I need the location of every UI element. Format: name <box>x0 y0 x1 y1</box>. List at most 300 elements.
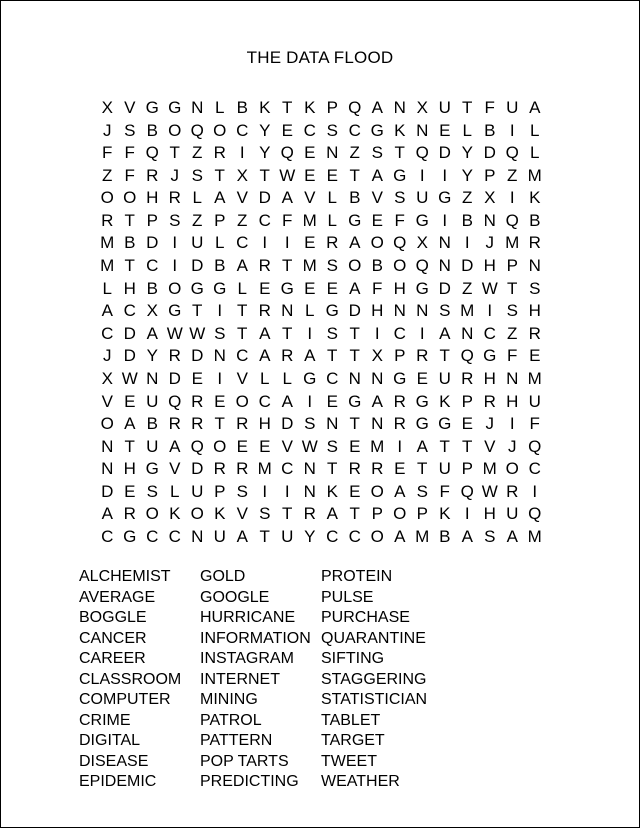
grid-cell[interactable]: F <box>439 481 450 501</box>
grid-cell[interactable]: D <box>101 481 114 501</box>
grid-cell[interactable]: C <box>236 233 249 253</box>
grid-cell[interactable]: G <box>415 278 429 298</box>
grid-cell[interactable]: C <box>258 210 271 230</box>
grid-cell[interactable]: W <box>189 323 206 343</box>
grid-cell[interactable]: N <box>461 323 474 343</box>
grid-cell[interactable]: I <box>217 368 223 388</box>
grid-cell[interactable]: A <box>439 323 451 343</box>
grid-cell[interactable]: E <box>236 436 248 456</box>
grid-cell[interactable]: I <box>262 481 268 501</box>
grid-cell[interactable]: M <box>527 368 542 388</box>
grid-cell[interactable]: N <box>371 368 384 388</box>
grid-cell[interactable]: O <box>505 459 519 479</box>
grid-cell[interactable]: L <box>215 233 225 253</box>
grid-cell[interactable]: R <box>191 391 204 411</box>
grid-cell[interactable]: O <box>190 504 204 524</box>
grid-cell[interactable]: N <box>303 481 316 501</box>
grid-cell[interactable]: N <box>326 414 339 434</box>
grid-cell[interactable]: L <box>327 210 337 230</box>
grid-cell[interactable]: B <box>124 233 136 253</box>
grid-cell[interactable]: O <box>123 188 137 208</box>
grid-cell[interactable]: W <box>166 323 183 343</box>
grid-cell[interactable]: L <box>530 143 540 163</box>
grid-cell[interactable]: M <box>527 165 542 185</box>
grid-cell[interactable]: H <box>528 301 541 321</box>
grid-cell[interactable]: D <box>258 188 271 208</box>
grid-cell[interactable]: T <box>259 165 270 185</box>
grid-cell[interactable]: S <box>529 278 541 298</box>
grid-cell[interactable]: Q <box>168 391 182 411</box>
grid-cell[interactable]: X <box>101 98 113 117</box>
grid-cell[interactable]: K <box>259 98 271 117</box>
grid-cell[interactable]: E <box>124 481 136 501</box>
grid-cell[interactable]: P <box>146 210 158 230</box>
grid-cell[interactable]: A <box>394 526 406 546</box>
grid-cell[interactable]: Q <box>415 256 429 276</box>
grid-cell[interactable]: Q <box>190 436 204 456</box>
grid-cell[interactable]: B <box>349 188 361 208</box>
grid-cell[interactable]: F <box>529 414 540 434</box>
grid-cell[interactable]: Y <box>304 526 316 546</box>
grid-cell[interactable]: Z <box>192 143 203 163</box>
grid-cell[interactable]: A <box>281 391 293 411</box>
grid-cell[interactable]: R <box>528 323 541 343</box>
grid-cell[interactable]: G <box>370 120 384 140</box>
grid-cell[interactable]: I <box>307 323 313 343</box>
grid-cell[interactable]: P <box>484 165 496 185</box>
grid-cell[interactable]: R <box>191 414 204 434</box>
grid-cell[interactable]: L <box>170 481 180 501</box>
grid-cell[interactable]: O <box>213 436 227 456</box>
grid-cell[interactable]: S <box>394 188 406 208</box>
grid-cell[interactable]: D <box>123 346 136 366</box>
grid-cell[interactable]: N <box>326 143 339 163</box>
grid-cell[interactable]: A <box>146 323 158 343</box>
grid-cell[interactable]: Q <box>528 504 542 524</box>
grid-cell[interactable]: M <box>482 459 497 479</box>
grid-cell[interactable]: O <box>393 504 407 524</box>
grid-cell[interactable]: O <box>370 233 384 253</box>
grid-cell[interactable]: V <box>236 504 248 524</box>
grid-cell[interactable]: B <box>214 256 226 276</box>
grid-cell[interactable]: I <box>262 233 268 253</box>
grid-cell[interactable]: K <box>304 98 316 117</box>
grid-cell[interactable]: U <box>438 368 451 388</box>
grid-cell[interactable]: G <box>393 165 407 185</box>
grid-cell[interactable]: N <box>506 368 519 388</box>
grid-cell[interactable]: X <box>146 301 158 321</box>
grid-cell[interactable]: P <box>214 210 226 230</box>
grid-cell[interactable]: A <box>371 98 383 117</box>
grid-cell[interactable]: W <box>121 368 138 388</box>
grid-cell[interactable]: F <box>394 210 405 230</box>
grid-cell[interactable]: D <box>123 323 136 343</box>
grid-cell[interactable]: D <box>438 278 451 298</box>
grid-cell[interactable]: E <box>259 436 271 456</box>
grid-cell[interactable]: C <box>123 301 136 321</box>
grid-cell[interactable]: I <box>419 323 425 343</box>
grid-cell[interactable]: C <box>281 459 294 479</box>
grid-cell[interactable]: D <box>191 459 204 479</box>
grid-cell[interactable]: Y <box>146 346 158 366</box>
grid-cell[interactable]: T <box>237 301 248 321</box>
grid-cell[interactable]: O <box>235 391 249 411</box>
grid-cell[interactable]: J <box>485 233 494 253</box>
grid-cell[interactable]: U <box>146 391 159 411</box>
grid-cell[interactable]: L <box>462 120 472 140</box>
grid-cell[interactable]: Z <box>349 143 360 163</box>
grid-cell[interactable]: O <box>100 414 114 434</box>
grid-cell[interactable]: U <box>438 459 451 479</box>
grid-cell[interactable]: J <box>508 436 517 456</box>
grid-cell[interactable]: A <box>326 504 338 524</box>
grid-cell[interactable]: G <box>415 210 429 230</box>
grid-cell[interactable]: Q <box>190 120 204 140</box>
grid-cell[interactable]: N <box>101 459 114 479</box>
grid-cell[interactable]: R <box>461 368 474 388</box>
grid-cell[interactable]: G <box>168 98 182 117</box>
grid-cell[interactable]: U <box>191 233 204 253</box>
grid-cell[interactable]: D <box>461 256 474 276</box>
grid-cell[interactable]: Z <box>462 278 473 298</box>
grid-cell[interactable]: T <box>349 414 360 434</box>
grid-cell[interactable]: I <box>487 301 493 321</box>
grid-cell[interactable]: E <box>326 391 338 411</box>
grid-cell[interactable]: R <box>213 459 226 479</box>
grid-cell[interactable]: L <box>192 188 202 208</box>
grid-cell[interactable]: Y <box>461 143 473 163</box>
grid-cell[interactable]: E <box>191 368 203 388</box>
grid-cell[interactable]: U <box>191 481 204 501</box>
grid-cell[interactable]: O <box>393 256 407 276</box>
grid-cell[interactable]: P <box>394 346 406 366</box>
grid-cell[interactable]: Q <box>505 143 519 163</box>
grid-cell[interactable]: G <box>303 368 317 388</box>
grid-cell[interactable]: Z <box>507 323 518 343</box>
grid-cell[interactable]: G <box>325 301 339 321</box>
grid-cell[interactable]: D <box>483 143 496 163</box>
grid-cell[interactable]: I <box>172 256 178 276</box>
grid-cell[interactable]: G <box>168 301 182 321</box>
grid-cell[interactable]: P <box>326 98 338 117</box>
grid-cell[interactable]: I <box>374 323 380 343</box>
grid-cell[interactable]: N <box>371 414 384 434</box>
grid-cell[interactable]: N <box>393 98 406 117</box>
grid-cell[interactable]: X <box>101 368 113 388</box>
grid-cell[interactable]: C <box>528 459 541 479</box>
grid-cell[interactable]: Q <box>505 210 519 230</box>
grid-cell[interactable]: C <box>101 323 114 343</box>
grid-cell[interactable]: R <box>236 459 249 479</box>
grid-cell[interactable]: O <box>168 120 182 140</box>
grid-cell[interactable]: D <box>191 256 204 276</box>
grid-cell[interactable]: S <box>259 504 271 524</box>
grid-cell[interactable]: E <box>371 210 383 230</box>
grid-cell[interactable]: B <box>146 278 158 298</box>
grid-cell[interactable]: O <box>370 481 384 501</box>
grid-cell[interactable]: E <box>304 278 316 298</box>
grid-cell[interactable]: H <box>483 256 496 276</box>
grid-cell[interactable]: M <box>100 233 115 253</box>
grid-cell[interactable]: V <box>124 98 136 117</box>
grid-cell[interactable]: G <box>348 210 362 230</box>
grid-cell[interactable]: C <box>303 120 316 140</box>
grid-cell[interactable]: R <box>236 414 249 434</box>
grid-cell[interactable]: I <box>509 414 515 434</box>
grid-cell[interactable]: S <box>124 120 136 140</box>
grid-cell[interactable]: G <box>415 414 429 434</box>
grid-cell[interactable]: Y <box>461 165 473 185</box>
grid-cell[interactable]: H <box>146 188 159 208</box>
grid-cell[interactable]: N <box>213 346 226 366</box>
grid-cell[interactable]: I <box>464 233 470 253</box>
grid-cell[interactable]: O <box>348 256 362 276</box>
grid-cell[interactable]: Z <box>102 165 113 185</box>
grid-cell[interactable]: V <box>304 188 316 208</box>
grid-cell[interactable]: J <box>103 346 112 366</box>
grid-cell[interactable]: T <box>124 436 135 456</box>
grid-cell[interactable]: U <box>213 526 226 546</box>
grid-cell[interactable]: A <box>101 301 113 321</box>
grid-cell[interactable]: B <box>236 98 248 117</box>
grid-cell[interactable]: A <box>416 436 428 456</box>
grid-cell[interactable]: I <box>509 188 515 208</box>
grid-cell[interactable]: T <box>192 301 203 321</box>
grid-cell[interactable]: E <box>304 143 316 163</box>
grid-cell[interactable]: E <box>529 346 541 366</box>
grid-cell[interactable]: A <box>124 414 136 434</box>
grid-cell[interactable]: N <box>393 301 406 321</box>
grid-cell[interactable]: N <box>303 459 316 479</box>
grid-cell[interactable]: H <box>393 278 406 298</box>
grid-cell[interactable]: V <box>101 391 113 411</box>
grid-cell[interactable]: A <box>169 436 181 456</box>
grid-cell[interactable]: T <box>439 346 450 366</box>
grid-cell[interactable]: U <box>416 188 429 208</box>
grid-cell[interactable]: W <box>301 436 318 456</box>
grid-cell[interactable]: F <box>372 278 383 298</box>
grid-cell[interactable]: A <box>304 346 316 366</box>
grid-cell[interactable]: B <box>461 210 473 230</box>
grid-cell[interactable]: R <box>123 504 136 524</box>
grid-cell[interactable]: H <box>123 278 136 298</box>
grid-cell[interactable]: E <box>394 459 406 479</box>
grid-cell[interactable]: L <box>327 188 337 208</box>
grid-cell[interactable]: B <box>529 210 541 230</box>
grid-cell[interactable]: M <box>257 459 272 479</box>
grid-cell[interactable]: K <box>394 120 406 140</box>
grid-cell[interactable]: P <box>371 504 383 524</box>
grid-cell[interactable]: L <box>237 278 247 298</box>
grid-cell[interactable]: L <box>260 368 270 388</box>
grid-cell[interactable]: A <box>529 98 541 117</box>
grid-cell[interactable]: T <box>214 414 225 434</box>
grid-cell[interactable]: M <box>302 256 317 276</box>
grid-cell[interactable]: X <box>416 98 428 117</box>
grid-cell[interactable]: Z <box>507 165 518 185</box>
grid-cell[interactable]: B <box>146 414 158 434</box>
grid-cell[interactable]: G <box>438 188 452 208</box>
grid-cell[interactable]: I <box>532 481 538 501</box>
grid-cell[interactable]: J <box>103 120 112 140</box>
grid-cell[interactable]: R <box>146 165 159 185</box>
grid-cell[interactable]: P <box>461 391 473 411</box>
grid-cell[interactable]: H <box>123 459 136 479</box>
grid-cell[interactable]: Q <box>460 346 474 366</box>
grid-cell[interactable]: O <box>168 278 182 298</box>
grid-cell[interactable]: N <box>483 210 496 230</box>
grid-cell[interactable]: B <box>439 526 451 546</box>
grid-cell[interactable]: Q <box>460 481 474 501</box>
grid-cell[interactable]: I <box>284 233 290 253</box>
grid-cell[interactable]: I <box>284 481 290 501</box>
grid-cell[interactable]: K <box>439 504 451 524</box>
grid-cell[interactable]: A <box>349 233 361 253</box>
grid-cell[interactable]: A <box>236 526 248 546</box>
grid-cell[interactable]: I <box>464 504 470 524</box>
grid-cell[interactable]: R <box>326 233 339 253</box>
grid-cell[interactable]: R <box>528 233 541 253</box>
grid-cell[interactable]: R <box>483 391 496 411</box>
grid-cell[interactable]: S <box>169 210 181 230</box>
grid-cell[interactable]: U <box>146 436 159 456</box>
grid-cell[interactable]: S <box>484 526 496 546</box>
grid-cell[interactable]: T <box>282 504 293 524</box>
grid-cell[interactable]: E <box>304 233 316 253</box>
grid-cell[interactable]: R <box>371 459 384 479</box>
grid-cell[interactable]: Y <box>259 143 271 163</box>
grid-cell[interactable]: S <box>506 301 518 321</box>
grid-cell[interactable]: Z <box>462 188 473 208</box>
grid-cell[interactable]: T <box>417 459 428 479</box>
grid-cell[interactable]: M <box>505 233 520 253</box>
grid-cell[interactable]: A <box>506 526 518 546</box>
grid-cell[interactable]: Y <box>259 120 271 140</box>
grid-cell[interactable]: L <box>530 120 540 140</box>
grid-cell[interactable]: G <box>213 278 227 298</box>
grid-cell[interactable]: M <box>460 301 475 321</box>
grid-cell[interactable]: E <box>326 278 338 298</box>
grid-cell[interactable]: C <box>236 120 249 140</box>
grid-cell[interactable]: A <box>371 165 383 185</box>
grid-cell[interactable]: I <box>442 210 448 230</box>
grid-cell[interactable]: E <box>214 391 226 411</box>
grid-cell[interactable]: E <box>349 481 361 501</box>
grid-cell[interactable]: H <box>483 368 496 388</box>
grid-cell[interactable]: C <box>393 323 406 343</box>
grid-cell[interactable]: C <box>326 368 339 388</box>
grid-cell[interactable]: A <box>371 391 383 411</box>
grid-cell[interactable]: C <box>348 526 361 546</box>
grid-cell[interactable]: T <box>259 526 270 546</box>
grid-cell[interactable]: C <box>483 323 496 343</box>
grid-cell[interactable]: U <box>281 526 294 546</box>
grid-cell[interactable]: M <box>415 526 430 546</box>
grid-cell[interactable]: R <box>168 346 181 366</box>
grid-cell[interactable]: E <box>439 120 451 140</box>
grid-cell[interactable]: W <box>279 165 296 185</box>
grid-cell[interactable]: B <box>371 256 383 276</box>
grid-cell[interactable]: M <box>527 526 542 546</box>
grid-cell[interactable]: V <box>169 459 181 479</box>
grid-cell[interactable]: R <box>213 143 226 163</box>
grid-cell[interactable]: U <box>506 98 519 117</box>
grid-cell[interactable]: I <box>509 120 515 140</box>
grid-cell[interactable]: C <box>258 391 271 411</box>
grid-cell[interactable]: F <box>282 210 293 230</box>
grid-cell[interactable]: A <box>236 256 248 276</box>
grid-cell[interactable]: R <box>281 346 294 366</box>
grid-cell[interactable]: G <box>348 391 362 411</box>
grid-cell[interactable]: I <box>442 165 448 185</box>
grid-cell[interactable]: A <box>394 481 406 501</box>
grid-cell[interactable]: L <box>215 98 225 117</box>
grid-cell[interactable]: C <box>348 120 361 140</box>
grid-cell[interactable]: A <box>259 323 271 343</box>
grid-cell[interactable]: S <box>236 481 248 501</box>
grid-cell[interactable]: K <box>529 188 541 208</box>
grid-cell[interactable]: S <box>326 256 338 276</box>
grid-cell[interactable]: K <box>214 504 226 524</box>
grid-cell[interactable]: R <box>258 256 271 276</box>
grid-cell[interactable]: R <box>101 210 114 230</box>
grid-cell[interactable]: A <box>461 526 473 546</box>
grid-cell[interactable]: V <box>281 436 293 456</box>
grid-cell[interactable]: T <box>124 256 135 276</box>
grid-cell[interactable]: I <box>307 391 313 411</box>
grid-cell[interactable]: N <box>191 98 204 117</box>
grid-cell[interactable]: T <box>349 346 360 366</box>
grid-cell[interactable]: G <box>190 278 204 298</box>
grid-cell[interactable]: F <box>102 143 113 163</box>
grid-cell[interactable]: U <box>528 391 541 411</box>
grid-cell[interactable]: N <box>438 233 451 253</box>
grid-cell[interactable]: N <box>528 256 541 276</box>
grid-cell[interactable]: T <box>394 143 405 163</box>
grid-cell[interactable]: G <box>438 414 452 434</box>
grid-cell[interactable]: M <box>302 210 317 230</box>
grid-cell[interactable]: Q <box>280 143 294 163</box>
grid-cell[interactable]: G <box>393 368 407 388</box>
grid-cell[interactable]: G <box>280 278 294 298</box>
grid-cell[interactable]: I <box>239 143 245 163</box>
grid-cell[interactable]: P <box>214 481 226 501</box>
grid-cell[interactable]: R <box>258 301 271 321</box>
grid-cell[interactable]: R <box>393 414 406 434</box>
grid-cell[interactable]: X <box>484 188 496 208</box>
grid-cell[interactable]: N <box>348 368 361 388</box>
grid-cell[interactable]: C <box>146 526 159 546</box>
grid-cell[interactable]: O <box>213 120 227 140</box>
grid-cell[interactable]: A <box>214 188 226 208</box>
grid-cell[interactable]: H <box>371 301 384 321</box>
grid-cell[interactable]: T <box>237 323 248 343</box>
grid-cell[interactable]: R <box>168 414 181 434</box>
grid-cell[interactable]: G <box>145 459 159 479</box>
grid-cell[interactable]: R <box>348 459 361 479</box>
grid-cell[interactable]: X <box>371 346 383 366</box>
grid-cell[interactable]: R <box>416 346 429 366</box>
grid-cell[interactable]: A <box>349 278 361 298</box>
grid-cell[interactable]: U <box>506 504 519 524</box>
grid-cell[interactable]: I <box>217 301 223 321</box>
grid-cell[interactable]: E <box>416 368 428 388</box>
grid-cell[interactable]: E <box>349 436 361 456</box>
grid-cell[interactable]: F <box>507 346 518 366</box>
grid-cell[interactable]: B <box>484 120 496 140</box>
grid-cell[interactable]: R <box>168 188 181 208</box>
grid-cell[interactable]: A <box>259 346 271 366</box>
